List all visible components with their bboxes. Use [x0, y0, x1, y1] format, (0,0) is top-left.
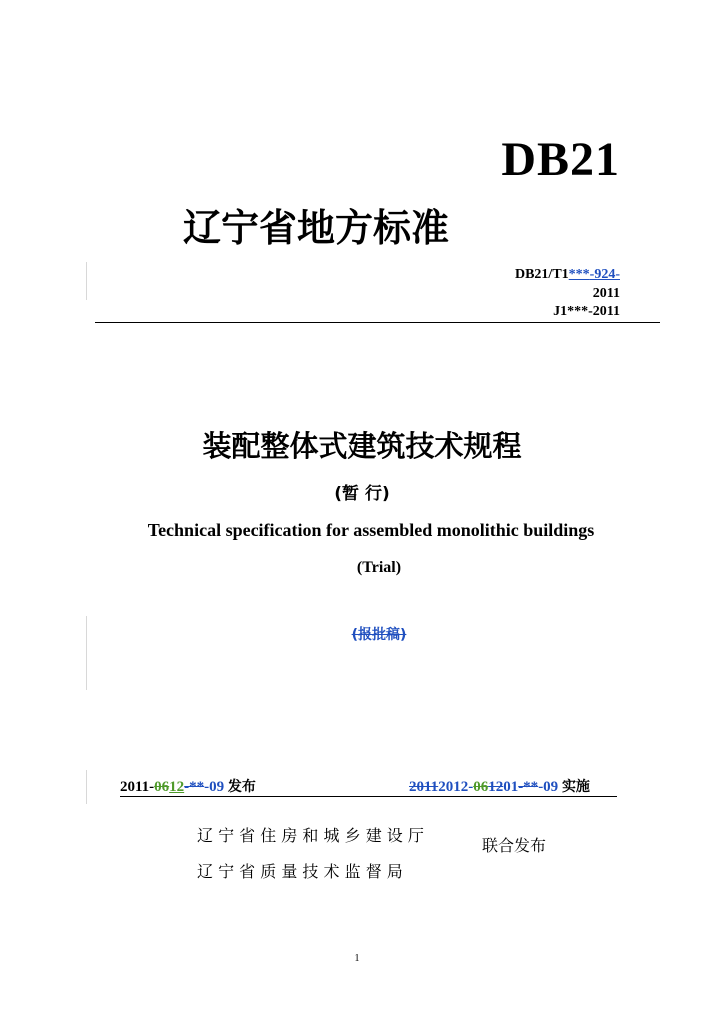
standard-type-title: 辽宁省地方标准: [183, 206, 450, 250]
implement-year: 2012-: [438, 779, 474, 795]
joint-issue-label: 联合发布: [482, 836, 547, 855]
record-number: J1***-2011: [553, 304, 620, 319]
implement-label: 实施: [561, 779, 590, 795]
implement-date: [409, 776, 590, 798]
publish-day-deleted: -**: [184, 779, 205, 795]
implement-year-deleted: 2011: [409, 779, 439, 795]
publish-label: 发布: [227, 779, 256, 795]
margin-mark-top: [86, 262, 87, 300]
page-number: 1: [354, 953, 360, 964]
doc-number-line1: [515, 266, 620, 284]
implement-month: 12: [488, 779, 504, 795]
doc-number-prefix: DB21/T1: [514, 267, 569, 282]
implement-day-deleted: -**: [518, 779, 539, 795]
implement-day-a: 01: [503, 779, 519, 795]
publish-date: [120, 776, 256, 798]
issuer-housing-dept: 辽 宁 省 住 房 和 城 乡 建 设 厅: [197, 826, 424, 845]
standard-code: DB21: [501, 133, 620, 186]
doc-number-value: -924-: [589, 267, 620, 282]
date-row-underline: [120, 796, 617, 797]
implement-day-b: -09: [538, 779, 562, 795]
header-rule: [95, 322, 660, 323]
trial-label-en: (Trial): [356, 559, 402, 576]
issuer-quality-bureau: 辽 宁 省 质 量 技 术 监 督 局: [197, 862, 403, 881]
margin-mark-bottom: [86, 770, 87, 804]
doc-number-placeholder: ***: [568, 267, 590, 282]
publish-day: -09: [204, 779, 228, 795]
interim-label-cn: (暂 行): [334, 484, 390, 504]
publish-month-deleted: 06: [154, 779, 170, 795]
main-title-cn: 装配整体式建筑技术规程: [202, 429, 522, 463]
main-title-en: Technical specification for assembled monolithic buildings: [147, 520, 595, 540]
implement-month-deleted: 06: [473, 779, 489, 795]
draft-status: (报批稿): [351, 627, 407, 643]
publish-month: 12: [169, 779, 185, 795]
publish-year: 2011-: [120, 779, 155, 795]
doc-number-year: 2011: [592, 286, 620, 301]
